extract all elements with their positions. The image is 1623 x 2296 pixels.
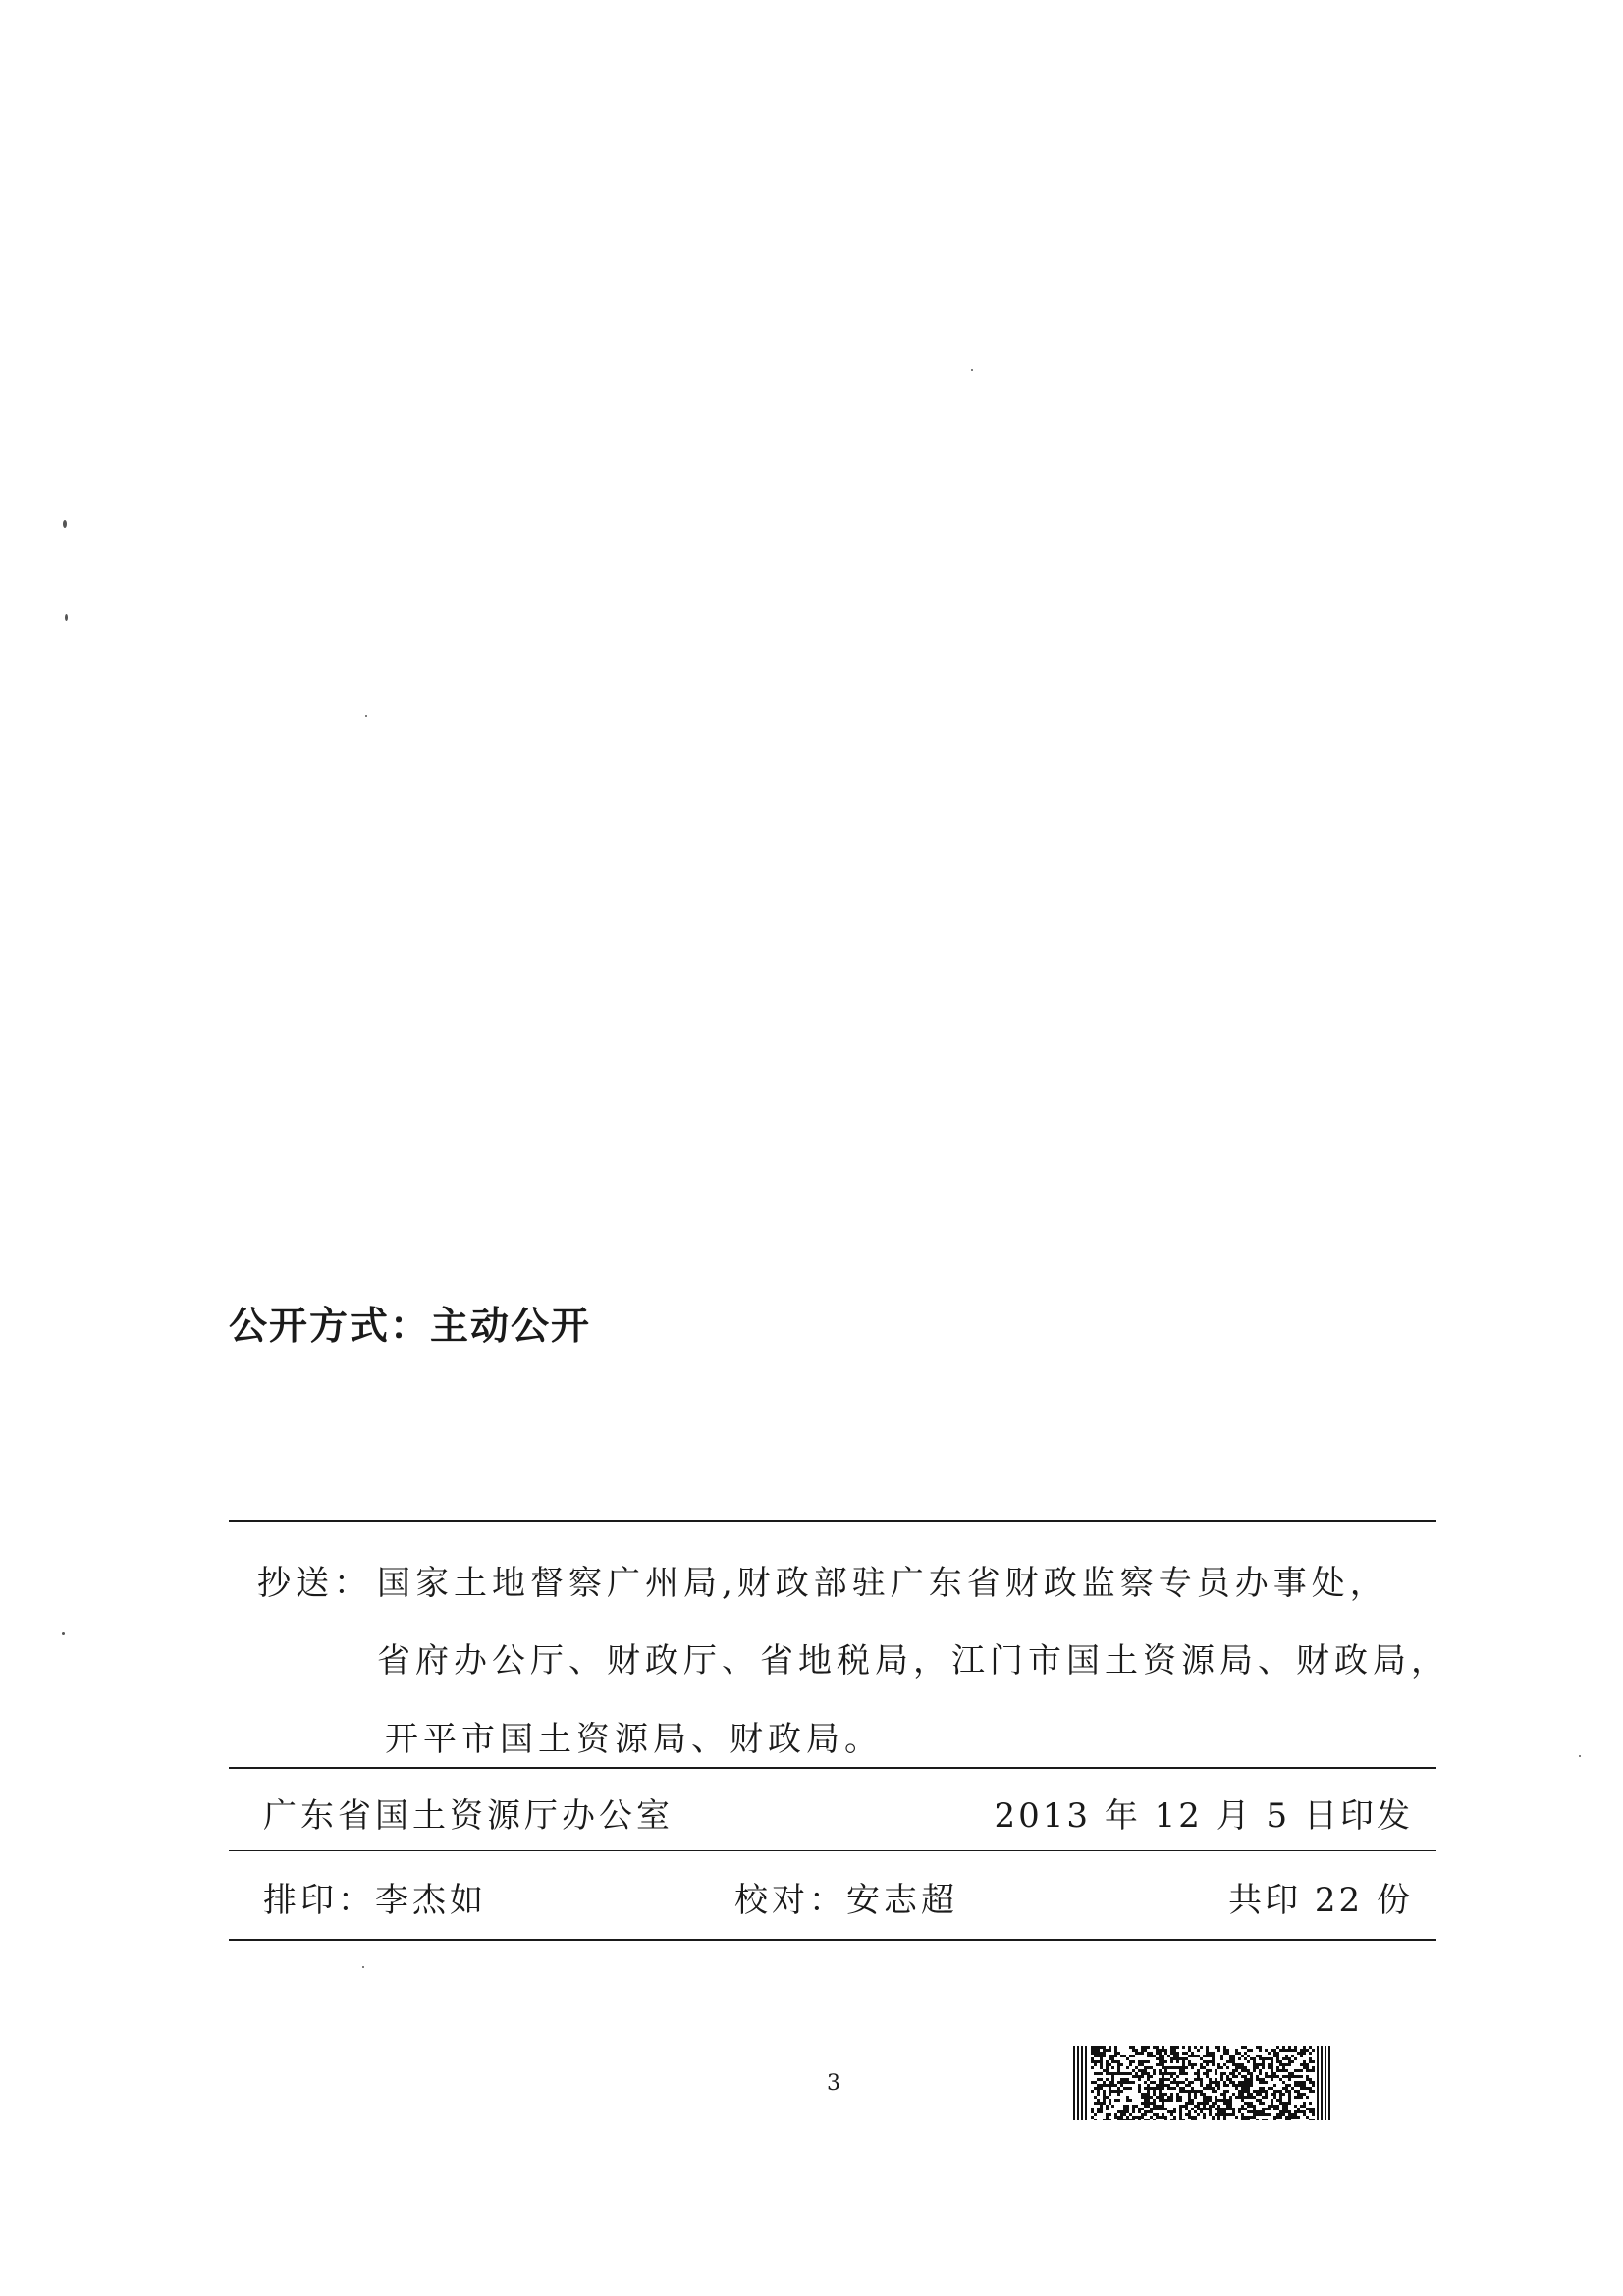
copy-count: 共印 22 份 bbox=[1228, 1881, 1413, 1920]
divider-issue-bottom bbox=[229, 1850, 1436, 1851]
barcode-image bbox=[1073, 2046, 1331, 2120]
scan-speck bbox=[65, 614, 68, 621]
proofreader: 校对：安志超 bbox=[734, 1881, 958, 1920]
scan-speck bbox=[365, 715, 367, 717]
divider-bottom bbox=[229, 1939, 1436, 1941]
divider-top bbox=[229, 1520, 1436, 1522]
cc-label: 抄送： bbox=[257, 1564, 372, 1603]
page-number: 3 bbox=[827, 2071, 840, 2096]
scan-speck bbox=[62, 1632, 65, 1635]
issuing-office: 广东省国土资源厅办公室 bbox=[263, 1796, 674, 1836]
cc-line: 省府办公厅、财政厅、省地税局，江门市国土资源局、财政局， bbox=[377, 1641, 1449, 1681]
scan-speck bbox=[63, 520, 67, 528]
cc-line: 国家土地督察广州局,财政部驻广东省财政监察专员办事处， bbox=[377, 1564, 1388, 1603]
disclosure-method: 公开方式：主动公开 bbox=[229, 1305, 592, 1349]
scan-speck bbox=[971, 369, 973, 371]
scan-speck bbox=[1579, 1755, 1581, 1757]
issue-date: 2013 年 12 月 5 日印发 bbox=[994, 1796, 1413, 1836]
divider-cc-bottom bbox=[229, 1767, 1436, 1769]
scan-speck bbox=[362, 1966, 364, 1968]
cc-line: 开平市国土资源局、财政局。 bbox=[385, 1720, 883, 1759]
typesetter: 排印：李杰如 bbox=[263, 1881, 487, 1920]
